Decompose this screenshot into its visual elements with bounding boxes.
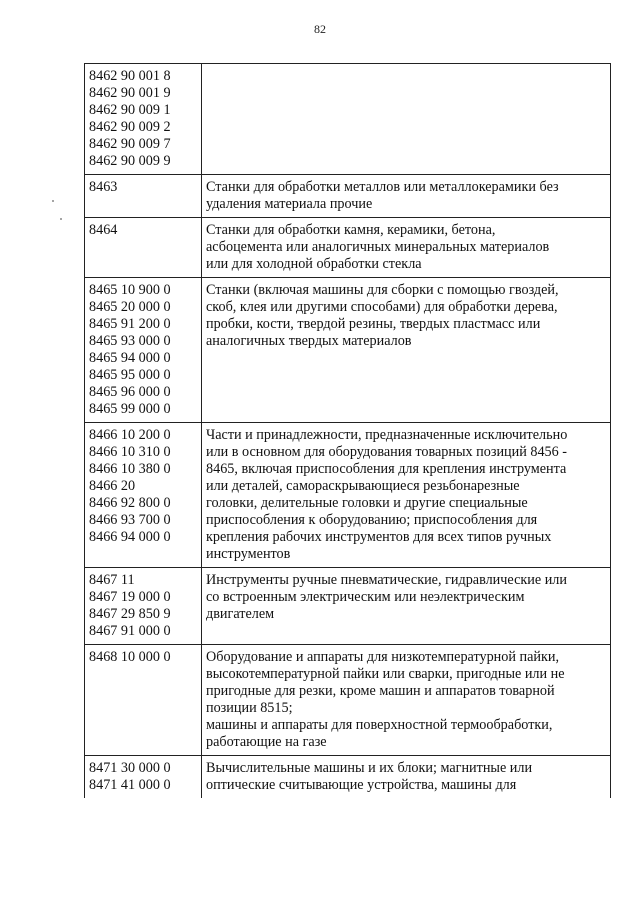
tnved-code: 8464 (89, 222, 118, 238)
tnved-code: 8465 91 200 0 (89, 316, 171, 332)
description-cell (202, 568, 611, 645)
tnved-code: 8466 20 (89, 478, 136, 494)
table-row (85, 568, 611, 645)
description-line: приспособления к оборудованию; приспособления для (206, 512, 538, 528)
tnved-code: 8466 10 310 0 (89, 444, 171, 460)
description-line: 8465, включая приспособления для крепления инструмента (206, 461, 567, 477)
description-line: Части и принадлежности, предназначенные исключительно (206, 427, 568, 443)
tnved-code: 8462 90 009 7 (89, 136, 171, 152)
description-cell (202, 756, 611, 799)
code-cell (85, 645, 202, 756)
tnved-code: 8471 41 000 0 (89, 777, 171, 793)
code-cell (85, 64, 202, 175)
tnved-code: 8466 94 000 0 (89, 529, 171, 545)
tnved-code: 8462 90 001 9 (89, 85, 171, 101)
tnved-code: 8467 19 000 0 (89, 589, 171, 605)
description-line: Инструменты ручные пневматические, гидравлические или (206, 572, 567, 588)
code-cell (85, 278, 202, 423)
tnved-code: 8468 10 000 0 (89, 649, 171, 665)
tnved-code: 8467 29 850 9 (89, 606, 171, 622)
description-line: пробки, кости, твердой резины, твердых пластмасс или (206, 316, 541, 332)
description-cell (202, 64, 611, 175)
description-cell (202, 175, 611, 218)
description-line: высокотемпературной пайки или сварки, пригодные или не (206, 666, 565, 682)
tnved-code: 8466 10 200 0 (89, 427, 171, 443)
scan-speck (52, 200, 54, 202)
description-line: Вычислительные машины и их блоки; магнитные или (206, 760, 533, 776)
tnved-code: 8463 (89, 179, 118, 195)
description-line: крепления рабочих инструментов для всех типов ручных (206, 529, 552, 545)
code-cell (85, 218, 202, 278)
description-cell (202, 218, 611, 278)
description-line: оптические считывающие устройства, машины для (206, 777, 517, 793)
description-line: пригодные для резки, кроме машин и аппаратов товарной (206, 683, 555, 699)
goods-code-table (84, 63, 611, 798)
tnved-code: 8467 91 000 0 (89, 623, 171, 639)
tnved-code: 8466 10 380 0 (89, 461, 171, 477)
description-line: машины и аппараты для поверхностной термообработки, (206, 717, 553, 733)
description-line: Станки для обработки камня, керамики, бетона, (206, 222, 496, 238)
tnved-code: 8465 99 000 0 (89, 401, 171, 417)
table-row (85, 756, 611, 799)
description-line: позиции 8515; (206, 700, 293, 716)
description-line: Станки (включая машины для сборки с помощью гвоздей, (206, 282, 559, 298)
description-line: или в основном для оборудования товарных позиций 8456 - (206, 444, 568, 460)
table-row (85, 423, 611, 568)
code-cell (85, 756, 202, 799)
table-row (85, 64, 611, 175)
table-row (85, 645, 611, 756)
tnved-code: 8467 11 (89, 572, 135, 588)
tnved-code: 8462 90 009 1 (89, 102, 171, 118)
code-cell (85, 568, 202, 645)
description-line: Оборудование и аппараты для низкотемпературной пайки, (206, 649, 560, 665)
table-row (85, 218, 611, 278)
tnved-code: 8465 95 000 0 (89, 367, 171, 383)
table-body (85, 64, 611, 799)
description-line: инструментов (206, 546, 291, 562)
description-cell (202, 278, 611, 423)
description-line: скоб, клея или другими способами) для обработки дерева, (206, 299, 558, 315)
description-cell (202, 423, 611, 568)
tnved-code: 8465 20 000 0 (89, 299, 171, 315)
scan-speck (60, 218, 62, 220)
description-line: или для холодной обработки стекла (206, 256, 422, 272)
description-line: аналогичных твердых материалов (206, 333, 412, 349)
table-row (85, 175, 611, 218)
tnved-code: 8466 93 700 0 (89, 512, 171, 528)
tnved-code: 8462 90 009 9 (89, 153, 171, 169)
tnved-code: 8465 96 000 0 (89, 384, 171, 400)
description-cell (202, 645, 611, 756)
tnved-code: 8465 94 000 0 (89, 350, 171, 366)
tnved-code: 8465 10 900 0 (89, 282, 171, 298)
description-line: со встроенным электрическим или неэлектрическим (206, 589, 525, 605)
page-number: 82 (314, 22, 326, 36)
code-cell (85, 423, 202, 568)
code-cell (85, 175, 202, 218)
description-line: или деталей, самораскрывающиеся резьбонарезные (206, 478, 520, 494)
tnved-code: 8462 90 001 8 (89, 68, 171, 84)
tnved-code: 8466 92 800 0 (89, 495, 171, 511)
tnved-code: 8462 90 009 2 (89, 119, 171, 135)
description-line: Станки для обработки металлов или металлокерамики без (206, 179, 559, 195)
description-line: удаления материала прочие (206, 196, 373, 212)
tnved-code: 8465 93 000 0 (89, 333, 171, 349)
description-line: головки, делительные головки и другие специальные (206, 495, 528, 511)
description-line: двигателем (206, 606, 275, 622)
tnved-code: 8471 30 000 0 (89, 760, 171, 776)
description-line: асбоцемента или аналогичных минеральных материалов (206, 239, 550, 255)
description-line: работающие на газе (206, 734, 327, 750)
table-row (85, 278, 611, 423)
